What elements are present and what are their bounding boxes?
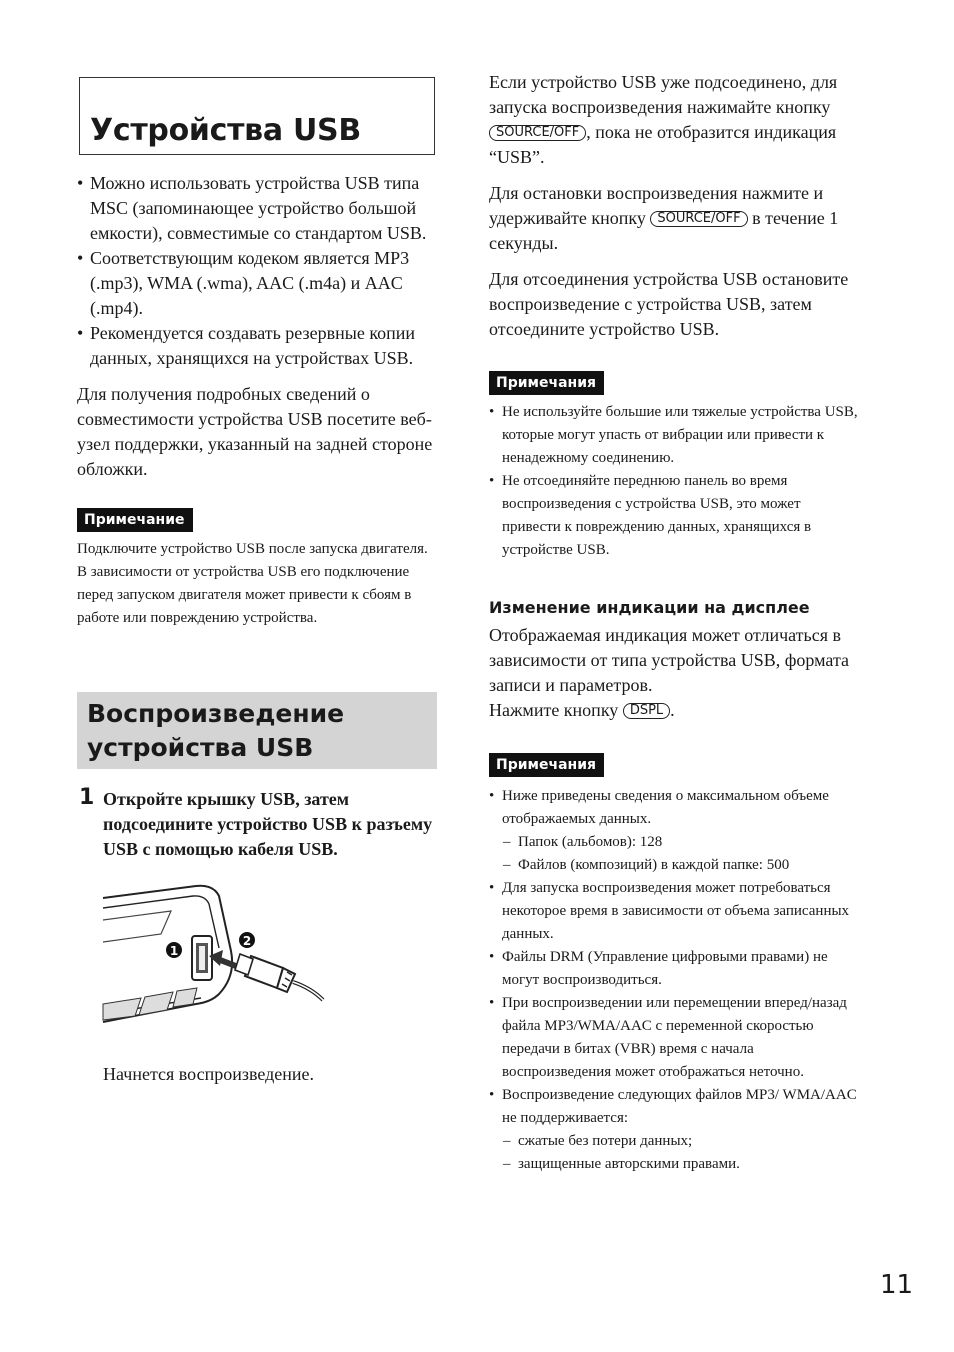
list-item: • Можно использовать устройства USB типа MSC (запоминающее устройство большой емкости), совместимые со стандартом USB. [77, 171, 439, 246]
list-item: • Не отсоединяйте переднюю панель во время воспроизведения с устройства USB, это может привести к повреждению данных, хранящихся в устройстве USB. [489, 470, 861, 562]
left-column [77, 77, 439, 1087]
notes-block-2 [489, 753, 861, 1176]
info-paragraph: Для получения подробных сведений о совместимости устройства USB посетите веб-узел поддержки, указанный на задней стороне обложки. [77, 384, 433, 479]
step-number: 1 [79, 785, 95, 810]
sub-list-item: – сжатые без потери данных; [502, 1130, 861, 1153]
list-item [489, 1084, 861, 1176]
display-subheading: Изменение индикации на дисплее [489, 598, 810, 617]
paragraph-text: Нажмите кнопку [489, 700, 619, 720]
paragraph-text: Если устройство USB уже подсоединено, для запуска воспроизведения нажимайте кнопку [489, 72, 838, 117]
callout-1: 1 [169, 944, 179, 958]
list-item [489, 785, 861, 877]
callout-2: 2 [242, 934, 252, 948]
section-title-box [79, 77, 435, 155]
note-text: В зависимости от устройства USB его подключение перед запуском двигателя может привести к сбоям в работе или повреждению устройства. [77, 564, 412, 626]
list-item: • Рекомендуется создавать резервные копии данных, хранящихся на устройствах USB. [77, 321, 439, 371]
notes-label: Примечания [489, 371, 604, 395]
paragraph-text: в течение 1 секунды. [489, 208, 839, 253]
note-label: Примечание [77, 508, 193, 532]
source-off-key: SOURCE/OFF [489, 125, 586, 141]
step-1 [77, 787, 439, 862]
sub-list [502, 831, 861, 877]
sub-list-item: – Файлов (композиций) в каждой папке: 500 [502, 854, 861, 877]
notes-block-1 [489, 371, 861, 562]
sub-list [502, 1130, 861, 1176]
paragraph-text: , пока не отобразится индикация “USB”. [489, 122, 837, 167]
disconnect-paragraph: Для отсоединения устройства USB остановите воспроизведение с устройства USB, затем отсоедините устройство USB. [489, 269, 849, 339]
stop-playback-paragraph [489, 181, 861, 256]
list-item: • Не используйте большие или тяжелые устройства USB, которые могут упасть от вибрации или привести к ненадежному соединению. [489, 401, 861, 470]
right-column [489, 70, 861, 1176]
notes-list [489, 401, 861, 562]
result-text: Начнется воспроизведение. [103, 1064, 315, 1084]
paragraph-text: Для остановки воспроизведения нажмите и удерживайте кнопку [489, 183, 824, 228]
paragraph-text: . [670, 700, 675, 720]
dspl-key: DSPL [623, 703, 670, 719]
list-item: • Для запуска воспроизведения может потребоваться некоторое время в зависимости от объема записанных данных. [489, 877, 861, 946]
section-title-line: Воспроизведение [87, 699, 345, 728]
list-item: • Файлы DRM (Управление цифровыми правами) не могут воспроизводиться. [489, 946, 861, 992]
section-heading-playback [77, 692, 437, 769]
usb-info-list [77, 171, 439, 371]
usb-connection-illustration [101, 876, 341, 1046]
note-block [77, 508, 439, 630]
notes-label: Примечания [489, 753, 604, 777]
page-title: Устройства USB [90, 113, 361, 148]
notes-list [489, 785, 861, 1176]
list-item-text: Воспроизведение следующих файлов MP3/ WMA/AAC не поддерживается: [502, 1087, 857, 1126]
source-off-key: SOURCE/OFF [650, 211, 747, 227]
display-paragraph: Отображаемая индикация может отличаться в зависимости от типа устройства USB, формата записи и параметров. [489, 625, 850, 695]
list-item-text: Ниже приведены сведения о максимальном объеме отображаемых данных. [502, 788, 829, 827]
sub-list-item: – защищенные авторскими правами. [502, 1153, 861, 1176]
list-item: • Соответствующим кодеком является MP3 (.mp3), WMA (.wma), AAC (.m4a) и AAC (.mp4). [77, 246, 439, 321]
press-dspl-paragraph [489, 698, 861, 723]
connected-playback-paragraph [489, 70, 861, 170]
list-item: • При воспроизведении или перемещении вперед/назад файла MP3/WMA/AAC с переменной скоростью передачи в битах (VBR) время с начала воспроизведения может отображаться неточно. [489, 992, 861, 1084]
section-title-line: устройства USB [87, 733, 314, 762]
step-text: Откройте крышку USB, затем подсоедините устройство USB к разъему USB с помощью кабеля USB. [103, 789, 433, 859]
note-text: Подключите устройство USB после запуска двигателя. [77, 541, 428, 557]
sub-list-item: – Папок (альбомов): 128 [502, 831, 861, 854]
page-number: 11 [880, 1270, 914, 1300]
